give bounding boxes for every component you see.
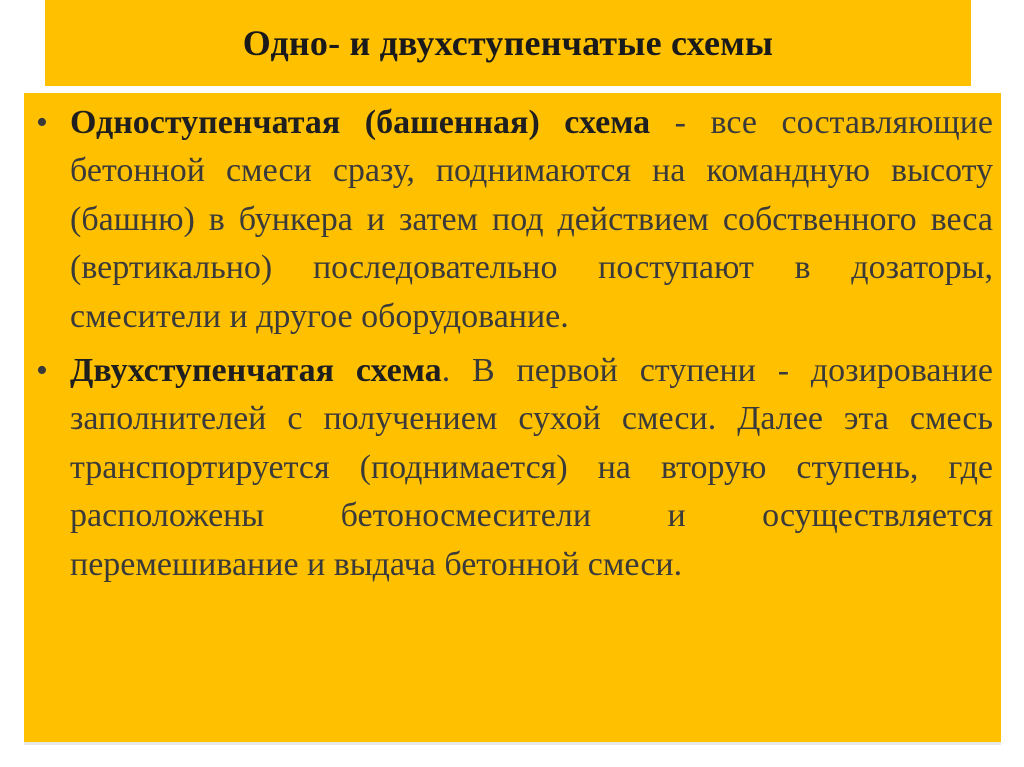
slide-title: Одно- и двухступенчатые схемы <box>242 23 774 63</box>
bullet-description: . В первой ступени - дозирование заполнителей с получением сухой смеси. Далее эта смесь транспортируется (поднимается) на вторую ступень, где расположены бетоносмесители и осуществляется перемешивание и выдача бетонной смеси. <box>70 352 993 583</box>
bullet-marker-icon: • <box>36 352 48 390</box>
bullet-text <box>70 99 993 341</box>
title-banner <box>45 0 971 86</box>
bullet-list <box>24 99 1001 595</box>
bullet-item-two-stage <box>24 347 1001 589</box>
content-panel <box>24 93 1001 745</box>
bullet-text <box>70 347 993 589</box>
bullet-item-one-stage <box>24 99 1001 341</box>
bullet-description: - все составляющие бетонной смеси сразу, поднимаются на командную высоту (башню) в бункера и затем под действием собственного веса (вертикально) последовательно поступают в дозаторы, смесители и другое оборудование. <box>70 104 993 335</box>
bullet-term: Двухступенчатая схема <box>70 352 442 390</box>
bullet-term: Одноступенчатая (башенная) схема <box>70 104 651 141</box>
bullet-marker-icon: • <box>36 104 48 141</box>
